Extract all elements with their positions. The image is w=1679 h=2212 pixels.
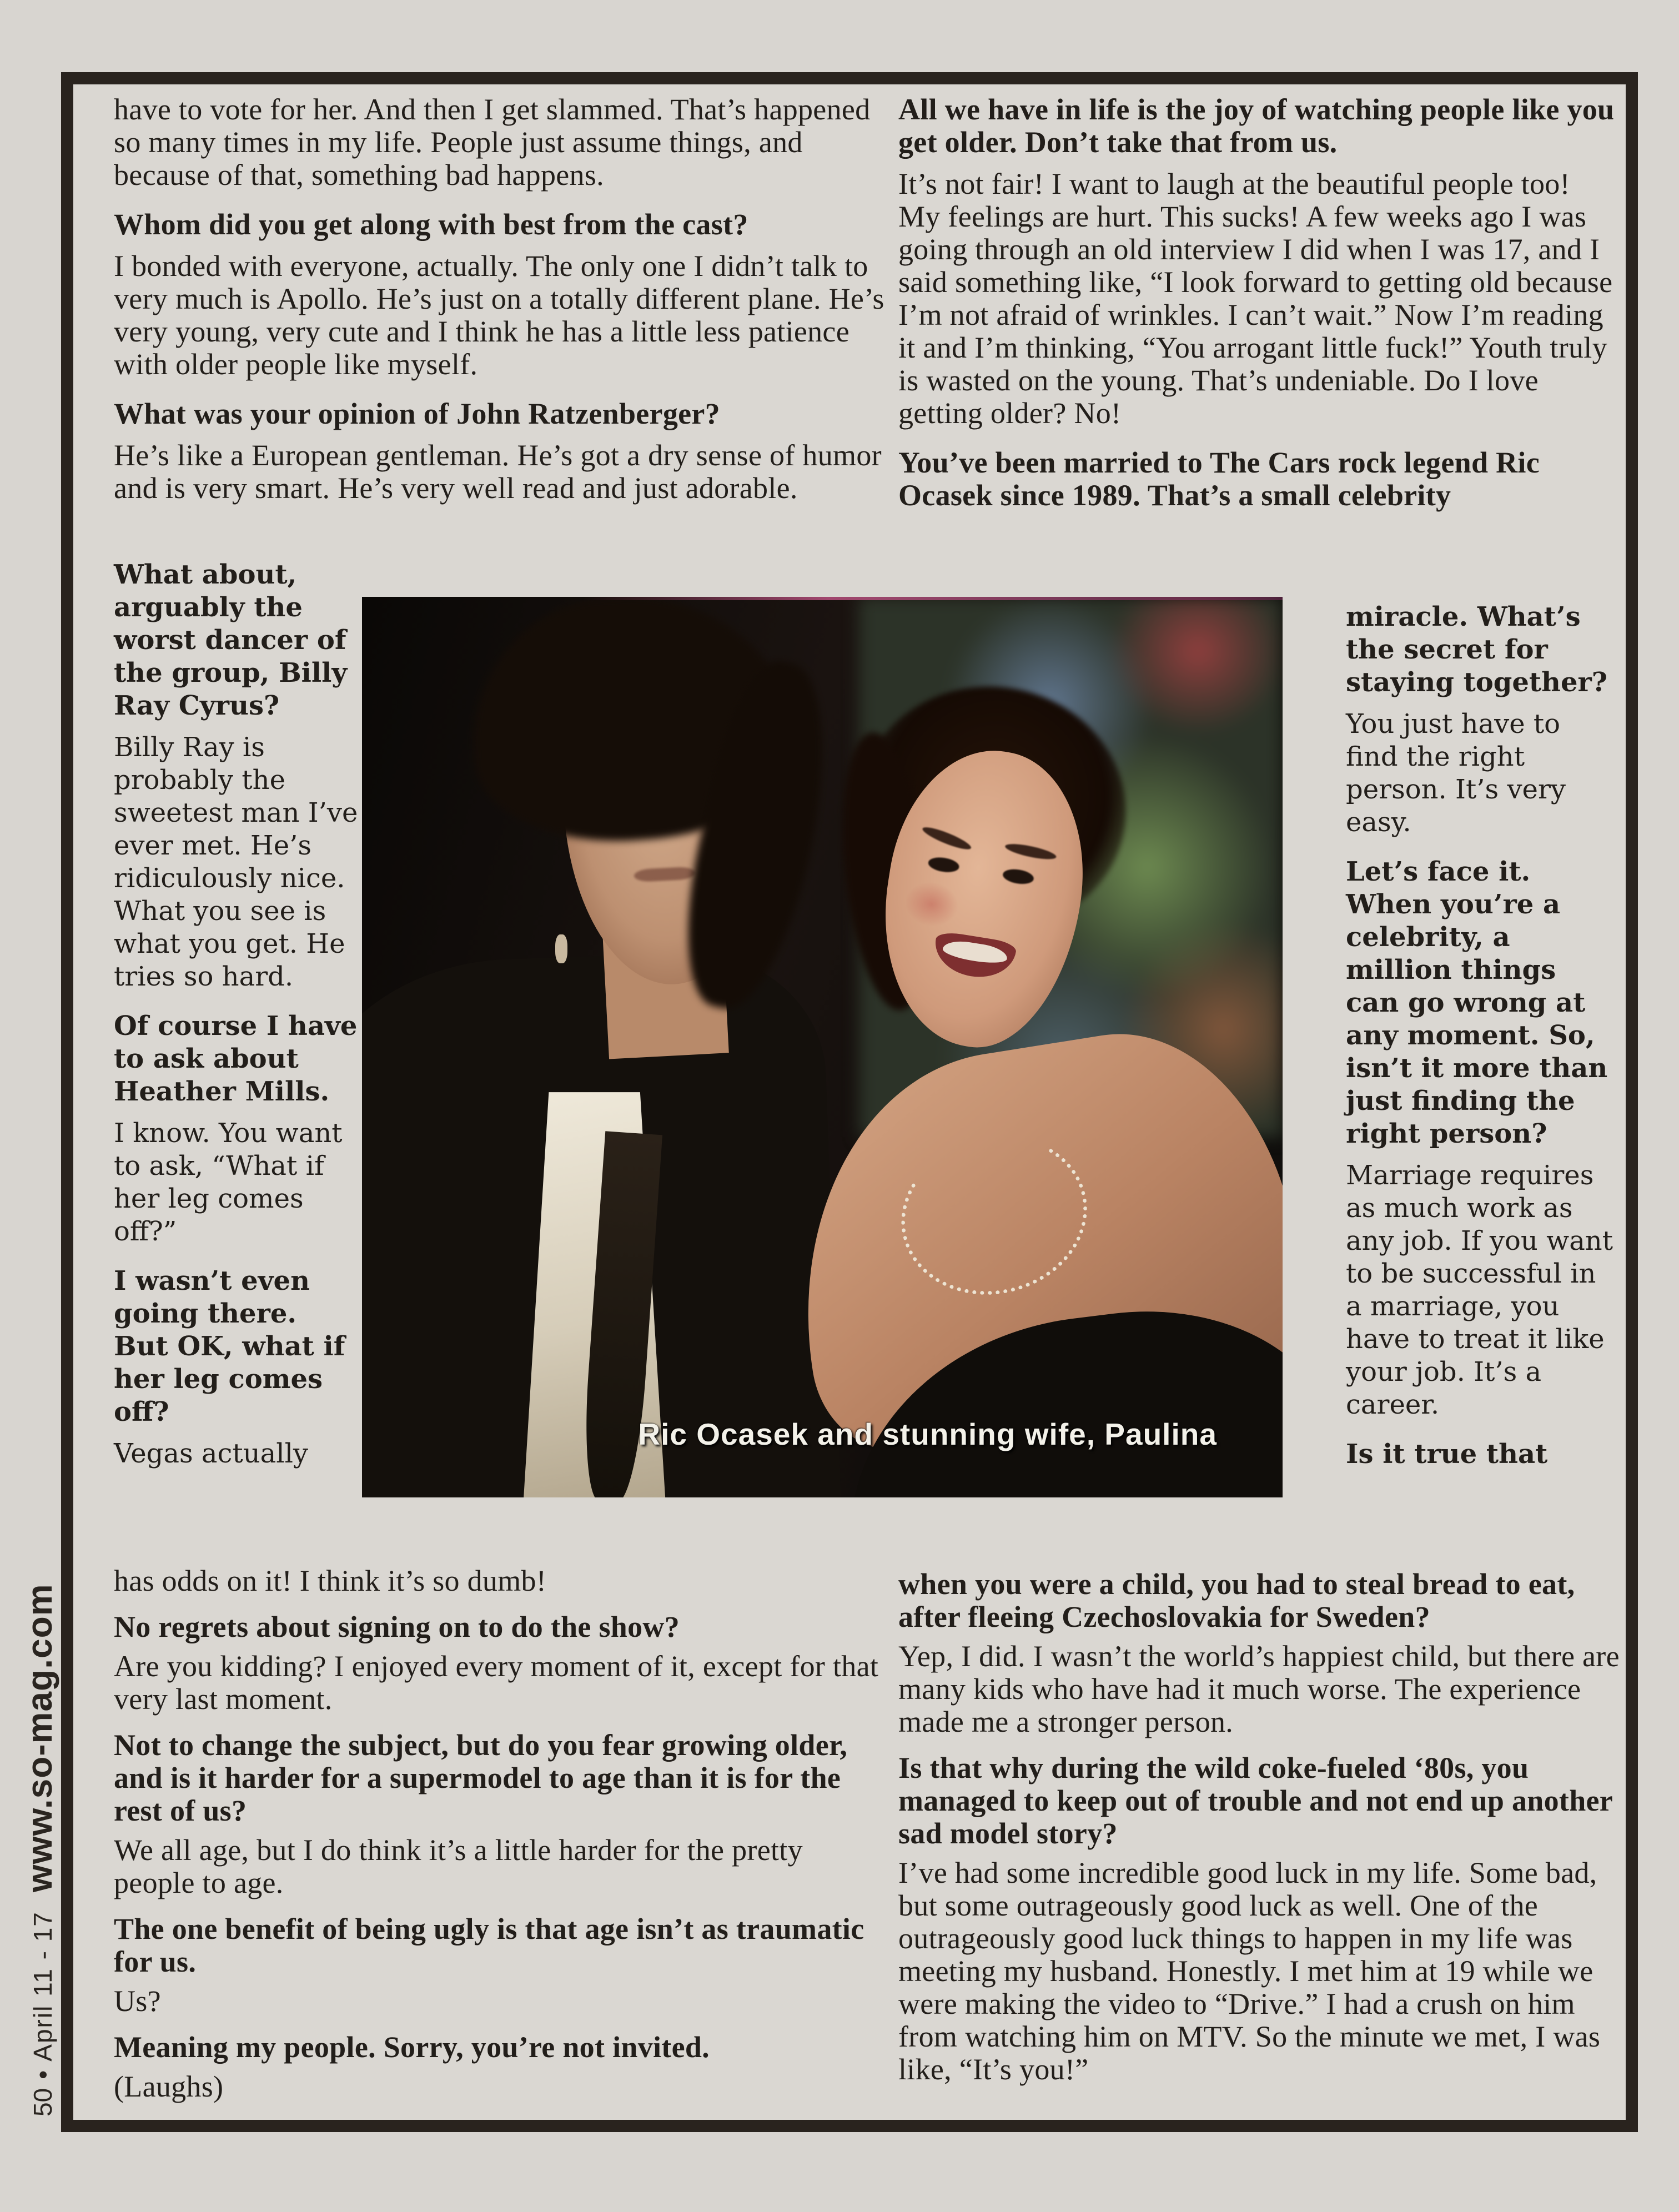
column-right-bottom bbox=[898, 1555, 1621, 2099]
interview-question: Is that why during the wild coke-fueled ‘80s, you managed to keep out of trouble and not end up another sad model story? bbox=[898, 1751, 1613, 1850]
interview-question: when you were a child, you had to steal bread to eat, after fleeing Czechoslovakia for Sweden? bbox=[898, 1567, 1575, 1633]
interview-answer: have to vote for her. And then I get slammed. That’s happened so many times in my life. People just assume things, and because of that, something bad happens. bbox=[114, 93, 871, 192]
column-left-narrow bbox=[114, 559, 359, 1487]
ric-mouth bbox=[634, 866, 695, 882]
column-right-narrow bbox=[1346, 601, 1615, 1480]
interview-question: Meaning my people. Sorry, you’re not invited. bbox=[114, 2030, 710, 2064]
interview-question: All we have in life is the joy of watching people like you get older. Don’t take that from us. bbox=[898, 93, 1615, 159]
interview-answer: Billy Ray is probably the sweetest man I’ve ever met. He’s ridiculously nice. What you see is what you get. He tries so hard. bbox=[114, 732, 358, 992]
interview-question: Not to change the subject, but do you fear growing older, and is it harder for a supermodel to age than it is for the rest of us? bbox=[114, 1728, 848, 1827]
interview-question: You’ve been married to The Cars rock legend Ric Ocasek since 1989. That’s a small celebrity bbox=[898, 446, 1540, 512]
issue-dates: April 11 - 17 bbox=[28, 1911, 57, 2062]
page-number: 50 bbox=[28, 2088, 57, 2117]
sidebar-vertical-strip bbox=[19, 1395, 60, 2117]
interview-question: Of course I have to ask about Heather Mills. bbox=[114, 1011, 358, 1107]
interview-question: No regrets about signing on to do the show? bbox=[114, 1610, 680, 1643]
interview-answer: It’s not fair! I want to laugh at the beautiful people too! My feelings are hurt. This sucks! A few weeks ago I was going through an old interview I did when I was 17, and I said something like, “I look forward to getting old because I’m not afraid of wrinkles. I can’t wait.” Now I’m reading it and I’m thinking, “You arrogant little fuck!” Youth truly is wasted on the young. That’s undeniable. Do I love getting older? No! bbox=[898, 167, 1613, 430]
interview-answer: Us? bbox=[114, 1984, 161, 2018]
interview-answer: has odds on it! I think it’s so dumb! bbox=[114, 1564, 547, 1597]
photo-caption: Ric Ocasek and stunning wife, Paulina bbox=[638, 1417, 1217, 1452]
interview-question: Whom did you get along with best from the cast? bbox=[114, 208, 748, 241]
interview-answer: Marriage requires as much work as any job. If you want to be successful in a marriage, you have to treat it like your job. It’s a career. bbox=[1346, 1160, 1613, 1420]
interview-question: The one benefit of being ugly is that age isn’t as traumatic for us. bbox=[114, 1912, 864, 1978]
interview-question: miracle. What’s the secret for staying together? bbox=[1346, 601, 1607, 698]
interview-answer: You just have to find the right person. It’s very easy. bbox=[1346, 708, 1566, 838]
paulina-teeth bbox=[942, 938, 1009, 966]
interview-answer: Are you kidding? I enjoyed every moment of it, except for that very last moment. bbox=[114, 1650, 879, 1716]
magazine-website: www.so-mag.com bbox=[19, 1583, 59, 1893]
interview-answer: I know. You want to ask, “What if her leg comes off?” bbox=[114, 1118, 343, 1247]
ric-earring bbox=[555, 934, 567, 963]
interview-answer: Vegas actually bbox=[114, 1438, 309, 1469]
paulina-right-eyebrow bbox=[1004, 841, 1058, 862]
paulina-smile bbox=[931, 931, 1018, 983]
interview-answer: He’s like a European gentleman. He’s got a dry sense of humor and is very smart. He’s very well read and just adorable. bbox=[114, 439, 882, 505]
paulina-left-eye bbox=[927, 856, 960, 874]
column-right-top bbox=[898, 93, 1615, 521]
bullet-separator: • bbox=[28, 2070, 57, 2079]
interview-answer: Yep, I did. I wasn’t the world’s happiest child, but there are many kids who have had it much worse. The experience made me a stronger person. bbox=[898, 1640, 1620, 1738]
interview-question: Is it true that bbox=[1346, 1439, 1548, 1470]
interview-question: What about, arguably the worst dancer of the group, Billy Ray Cyrus? bbox=[114, 559, 348, 721]
column-left-bottom bbox=[114, 1558, 891, 2117]
interview-question: Let’s face it. When you’re a celebrity, a million things can go wrong at any moment. So, isn’t it more than just finding the right person? bbox=[1346, 856, 1608, 1149]
paulina-right-eye bbox=[1002, 867, 1034, 886]
paulina-cheek-blush bbox=[902, 878, 962, 931]
interview-answer: I bonded with everyone, actually. The only one I didn’t talk to very much is Apollo. He’s just on a totally different plane. He’s very young, very cute and I think he has a little less patience with older people like myself. bbox=[114, 249, 884, 381]
interview-answer: (Laughs) bbox=[114, 2070, 224, 2103]
interview-question: I wasn’t even going there. But OK, what if her leg comes off? bbox=[114, 1265, 345, 1427]
photo-ric-and-paulina bbox=[362, 597, 1283, 1497]
paulina-left-eyebrow bbox=[921, 823, 973, 853]
interview-question: What was your opinion of John Ratzenberger? bbox=[114, 397, 720, 430]
interview-answer: We all age, but I do think it’s a little harder for the pretty people to age. bbox=[114, 1833, 803, 1899]
interview-answer: I’ve had some incredible good luck in my life. Some bad, but some outrageously good luck as well. One of the outrageously good luck things to happen in my life was meeting my husband. Honestly. I met him at 19 while we were making the video to “Drive.” I had a crush on him from watching him on MTV. So the minute we met, I was like, “It’s you!” bbox=[898, 1856, 1601, 2086]
column-left-top bbox=[114, 93, 887, 521]
